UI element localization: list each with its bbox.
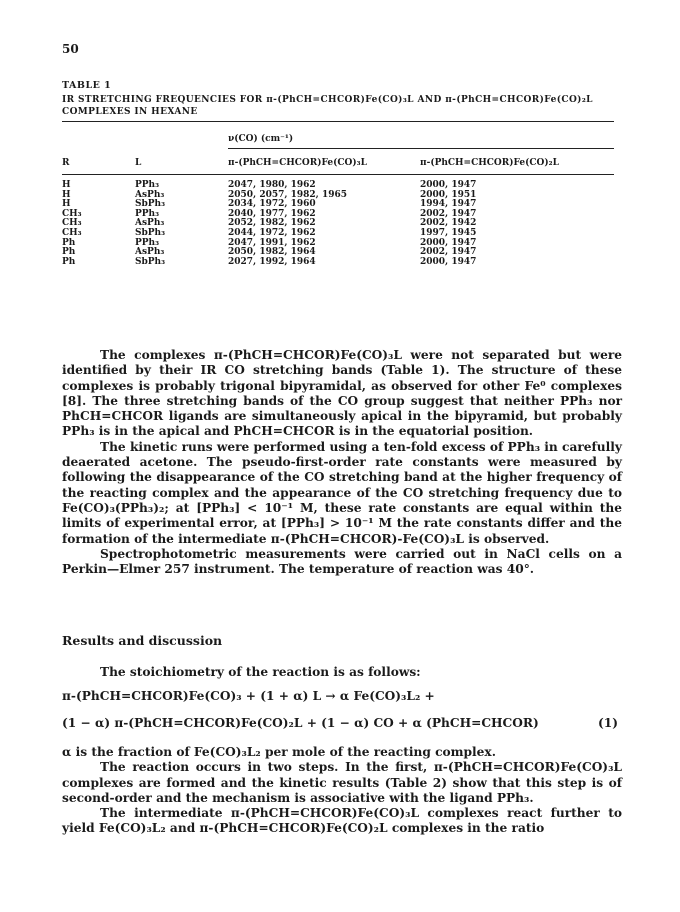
equation-line-1: π-(PhCH=CHCOR)Fe(CO)₃ + (1 + α) L → α Fe(CO)₃L₂ + xyxy=(62,689,435,703)
equation-number: (1) xyxy=(598,716,619,730)
table-caption-line-2: COMPLEXES IN HEXANE xyxy=(62,107,198,117)
paragraph-two-steps: The reaction occurs in two steps. In the first, π-(PhCH=CHCOR)Fe(CO)₃L complexes are formed and the kinetic results (Table 2) show that this step is of second-order and the mechanism is associative with the ligand PPh₃. xyxy=(62,760,622,805)
table-header-group: ν(CO) (cm⁻¹) xyxy=(228,134,294,144)
table-header-r: R xyxy=(62,158,70,168)
table-header-feco2l: π-(PhCH=CHCOR)Fe(CO)₂L xyxy=(420,158,559,168)
paragraph-stoichiometry: The stoichiometry of the reaction is as follows: xyxy=(100,665,421,679)
table-header-rule xyxy=(62,174,614,175)
table-top-rule xyxy=(62,121,614,122)
table-column-l: PPh₃ AsPh₃ SbPh₃ PPh₃ AsPh₃ SbPh₃ PPh₃ AsPh₃ SbPh₃ xyxy=(135,180,166,267)
equation-line-2: (1 − α) π-(PhCH=CHCOR)Fe(CO)₂L + (1 − α) CO + α (PhCH=CHCOR) xyxy=(62,716,539,730)
table-column-feco2l: 2000, 1947 2000, 1951 1994, 1947 2002, 1947 2002, 1942 1997, 1945 2000, 1947 2002, 1947 2000, 1947 xyxy=(420,180,477,267)
table-group-rule xyxy=(228,148,614,149)
table-label: TABLE 1 xyxy=(62,80,112,91)
table-header-feco3l: π-(PhCH=CHCOR)Fe(CO)₃L xyxy=(228,158,367,168)
section-heading: Results and discussion xyxy=(62,633,223,648)
paragraph-kinetic-runs: The kinetic runs were performed using a ten-fold excess of PPh₃ in carefully deaerated acetone. The pseudo-first-order rate constants were measured by following the disappearance of the CO stretching band at the higher frequency of the reacting complex and the appearance of the CO stretching frequency due to Fe(CO)₃(PPh₃)₂; at [PPh₃] < 10⁻¹ M, these rate constants are equal within the limits of experimental error, at [PPh₃] > 10⁻¹ M the rate constants differ and the formation of the intermediate π-(PhCH=CHCOR)-Fe(CO)₃L is observed. xyxy=(62,439,622,546)
body-text-block-1 xyxy=(62,348,622,577)
paragraph-complexes: The complexes π-(PhCH=CHCOR)Fe(CO)₃L were not separated but were identified by their IR CO stretching bands (Table 1). The structure of these complexes is probably trigonal bipyramidal, as observed for other Fe⁰ complexes [8]. The three stretching bands of the CO group suggest that neither PPh₃ nor PhCH=CHCOR ligands are simultaneously apical in the bipyramid, but probably PPh₃ is in the apical and PhCH=CHCOR is in the equatorial position. xyxy=(62,348,622,439)
table-column-r: H H H CH₃ CH₃ CH₃ Ph Ph Ph xyxy=(62,180,82,267)
paragraph-intermediate: The intermediate π-(PhCH=CHCOR)Fe(CO)₃L complexes react further to yield Fe(CO)₃L₂ and π-(PhCH=CHCOR)Fe(CO)₂L complexes in the ratio xyxy=(62,806,622,836)
paragraph-spectrophotometric: Spectrophotometric measurements were carried out in NaCl cells on a Perkin—Elmer 257 instrument. The temperature of reaction was 40°. xyxy=(62,546,622,577)
paragraph-alpha: α is the fraction of Fe(CO)₃L₂ per mole of the reacting complex. xyxy=(62,745,496,759)
table-column-feco3l: 2047, 1980, 1962 2050, 2057, 1982, 1965 2034, 1972, 1960 2040, 1977, 1962 2052, 1982, 1962 2044, 1972, 1962 2047, 1991, 1962 2050, 1982, 1964 2027, 1992, 1964 xyxy=(228,180,347,267)
table-header-l: L xyxy=(135,158,142,168)
table-caption xyxy=(62,94,622,118)
page-number: 50 xyxy=(62,42,79,56)
table-caption-line-1: IR STRETCHING FREQUENCIES FOR π-(PhCH=CHCOR)Fe(CO)₃L AND π-(PhCH=CHCOR)Fe(CO)₂L xyxy=(62,95,593,105)
body-text-block-2 xyxy=(62,745,622,837)
